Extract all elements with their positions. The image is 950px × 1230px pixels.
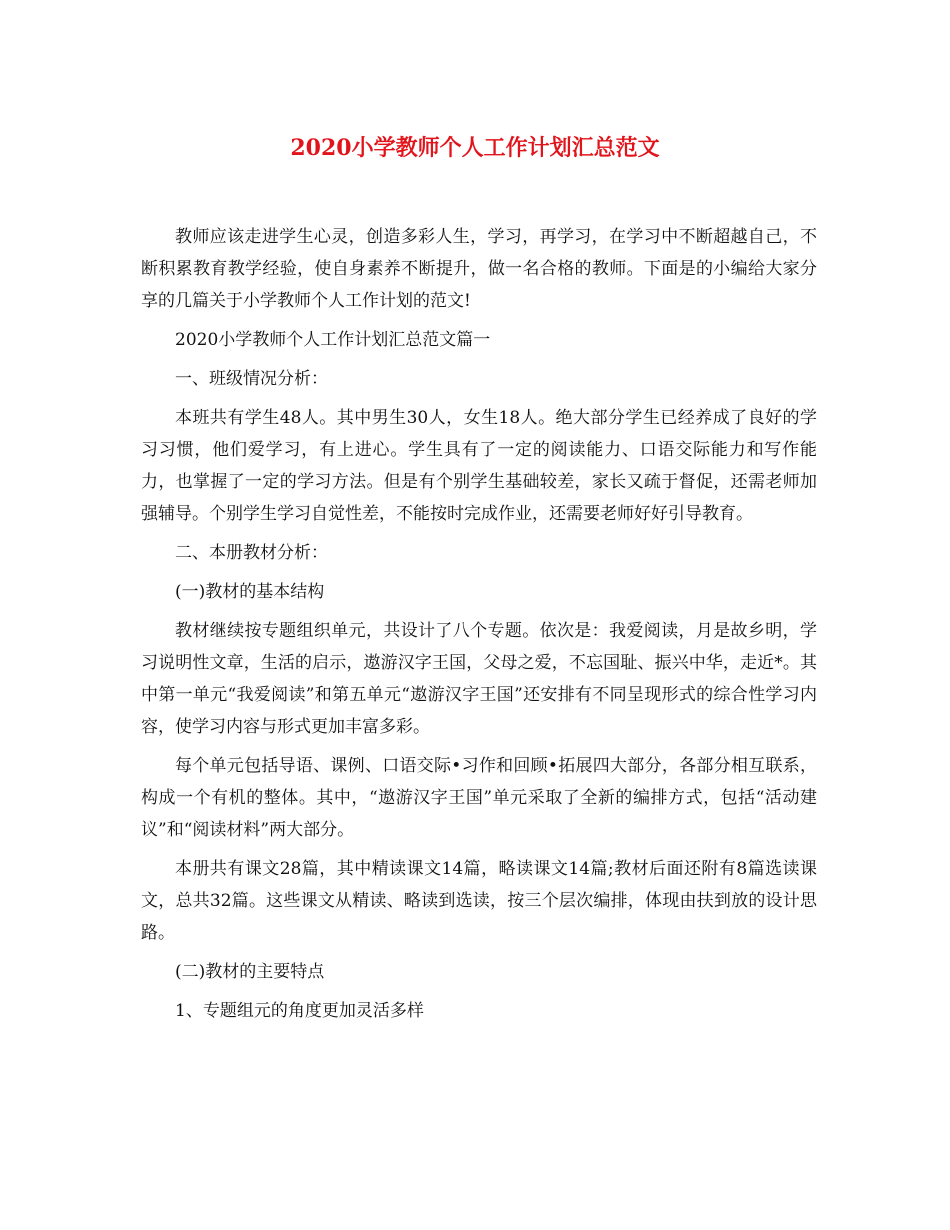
paragraph-unit-components: 每个单元包括导语、课例、口语交际•习作和回顾•拓展四大部分，各部分相互联系，构成一个有机的整体。其中，“遨游汉字王国”单元采取了全新的编排方式，包括“活动建议”和“阅读材料”两大部分。 (141, 756, 817, 840)
section-heading-article-one: 2020小学教师个人工作计划汇总范文篇一 (175, 330, 491, 350)
list-item-feature-one: 1、专题组元的角度更加灵活多样 (175, 1001, 424, 1021)
section-heading-textbook-analysis: 二、本册教材分析： (175, 543, 328, 563)
section-heading-class-analysis: 一、班级情况分析： (175, 369, 328, 389)
document-title: 2020小学教师个人工作计划汇总范文 (290, 135, 660, 161)
document-body (141, 221, 817, 1034)
paragraph-lesson-counts: 本册共有课文28篇，其中精读课文14篇，略读课文14篇;教材后面还附有8篇选读课文，总共32篇。这些课文从精读、略读到选读，按三个层次编排，体现由扶到放的设计思路。 (141, 859, 818, 943)
paragraph-unit-topics: 教材继续按专题组织单元，共设计了八个专题。依次是：我爱阅读，月是故乡明，学习说明性文章，生活的启示，遨游汉字王国，父母之爱，不忘国耻、振兴中华，走近*。其中第一单元“我爱阅读”和第五单元“遨游汉字王国”还安排有不同呈现形式的综合性学习内容，使学习内容与形式更加丰富多彩。 (141, 621, 817, 737)
subsection-heading-main-features: (二)教材的主要特点 (175, 962, 325, 982)
paragraph-intro: 教师应该走进学生心灵，创造多彩人生，学习，再学习，在学习中不断超越自己，不断积累教育教学经验，使自身素养不断提升，做一名合格的教师。下面是的小编给大家分享的几篇关于小学教师个人工作计划的范文! (141, 227, 817, 311)
paragraph-class-analysis: 本班共有学生48人。其中男生30人，女生18人。绝大部分学生已经养成了良好的学习习惯，他们爱学习，有上进心。学生具有了一定的阅读能力、口语交际能力和写作能力，也掌握了一定的学习方法。但是有个别学生基础较差，家长又疏于督促，还需老师加强辅导。个别学生学习自觉性差，不能按时完成作业，还需要老师好好引导教育。 (141, 408, 817, 524)
subsection-heading-basic-structure: (一)教材的基本结构 (175, 582, 325, 602)
